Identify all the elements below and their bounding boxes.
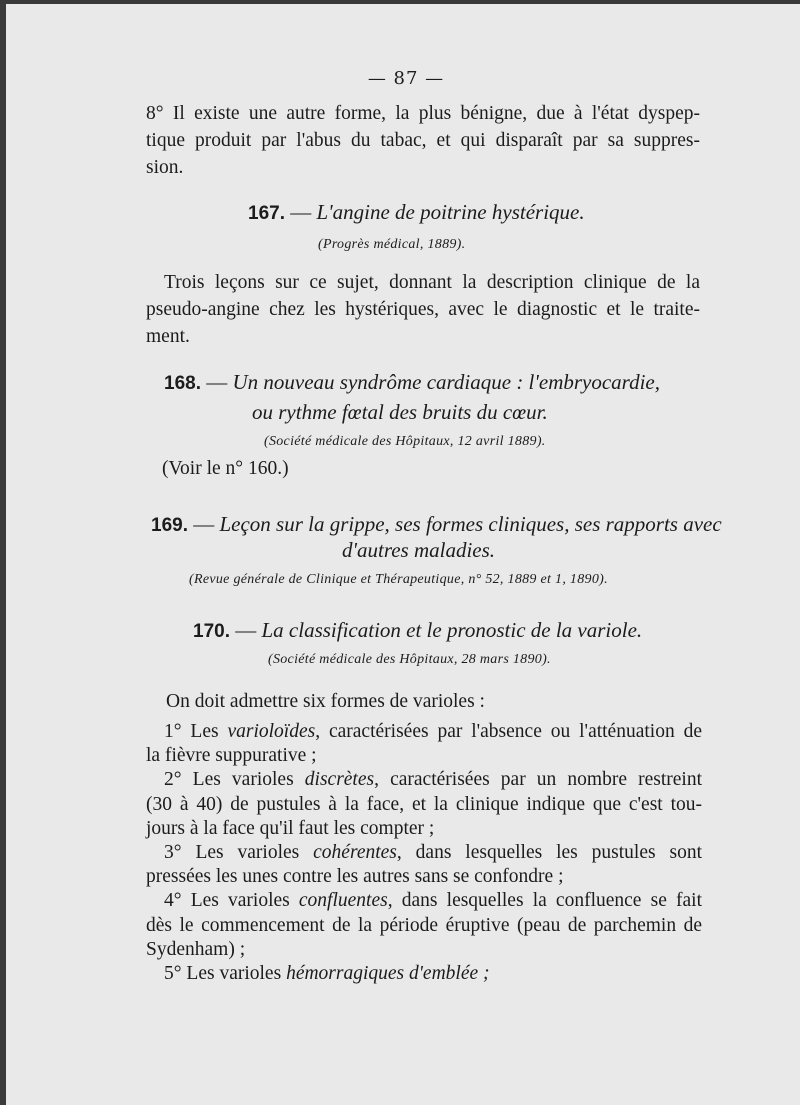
text-line: (Voir le n° 160.) [162,458,289,479]
text-line: ment. [146,326,190,347]
text-line: (30 à 40) de pustules à la face, et la clinique indique que c'est tou- [146,793,702,815]
section-number: 170. [193,621,230,642]
section-intro-170 [166,688,706,715]
list-item: 3° Les varioles cohérentes, dans lesquelles les pustules sont [164,842,702,864]
section-source-170: (Société médicale des Hôpitaux, 28 mars 1890). [268,652,551,667]
text-line: On doit admettre six formes de varioles : [166,691,485,712]
section-heading-169-cont [342,538,495,563]
section-source-167: (Progrès médical, 1889). [318,237,466,252]
section-title: Leçon sur la grippe, ses formes cliniques, ses rapports avec [219,512,722,536]
section-number: 168. [164,373,201,394]
text-line: 8° Il existe une autre forme, la plus bénigne, due à l'état dyspep- [146,103,700,124]
section-heading-170: 170. — La classification et le pronostic de la variole. [193,618,643,642]
text-line: Trois leçons sur ce sujet, donnant la description clinique de la [164,272,700,293]
page-number: — 87 — [367,68,445,89]
section-number: 169. [151,515,188,536]
text-line: pseudo-angine chez les hystériques, avec le diagnostic et le traite- [146,299,700,320]
text-line: dès le commencement de la période éruptive (peau de parchemin de [146,914,702,936]
text-line: pressées les unes contre les autres sans se confondre ; [146,866,564,888]
list-item: 1° Les varioloïdes, caractérisées par l'absence ou l'atténuation de [164,721,702,742]
section-source-168: (Société médicale des Hôpitaux, 12 avril 1889). [264,434,546,449]
section-heading-168-cont [252,400,548,425]
list-item: 5° Les varioles hémorragiques d'emblée ; [164,963,490,985]
section-number: 167. [248,203,285,224]
section-heading-169: 169. — Leçon sur la grippe, ses formes cliniques, ses rapports avec [151,512,722,536]
section-source-169: (Revue générale de Clinique et Thérapeutique, n° 52, 1889 et 1, 1890). [189,572,608,587]
section-title: Un nouveau syndrôme cardiaque : l'embryocardie, [232,370,660,394]
section-title: La classification et le pronostic de la variole. [261,618,643,642]
text-line: jours à la face qu'il faut les compter ; [146,817,435,839]
section-body-167 [146,269,700,350]
text-line: Sydenham) ; [146,938,246,960]
variole-list [146,720,702,986]
document-page [6,4,800,1105]
list-item: 2° Les varioles discrètes, caractérisées par un nombre restreint [164,769,702,791]
section-heading-167: 167. — L'angine de poitrine hystérique. [248,200,585,224]
text-line: sion. [146,157,184,178]
text-line: tique produit par l'abus du tabac, et qui disparaît par sa suppres- [146,130,700,151]
section-title-cont: ou rythme fœtal des bruits du cœur. [252,400,548,424]
section-title-cont: d'autres maladies. [342,538,496,562]
section-heading-168: 168. — Un nouveau syndrôme cardiaque : l'embryocardie, [164,370,660,394]
list-item: 4° Les varioles confluentes, dans lesquelles la confluence se fait [164,890,702,912]
section-body-168 [162,455,462,482]
intro-paragraph [146,100,700,181]
section-title: L'angine de poitrine hystérique. [316,200,585,224]
text-line: la fièvre suppurative ; [146,745,317,767]
